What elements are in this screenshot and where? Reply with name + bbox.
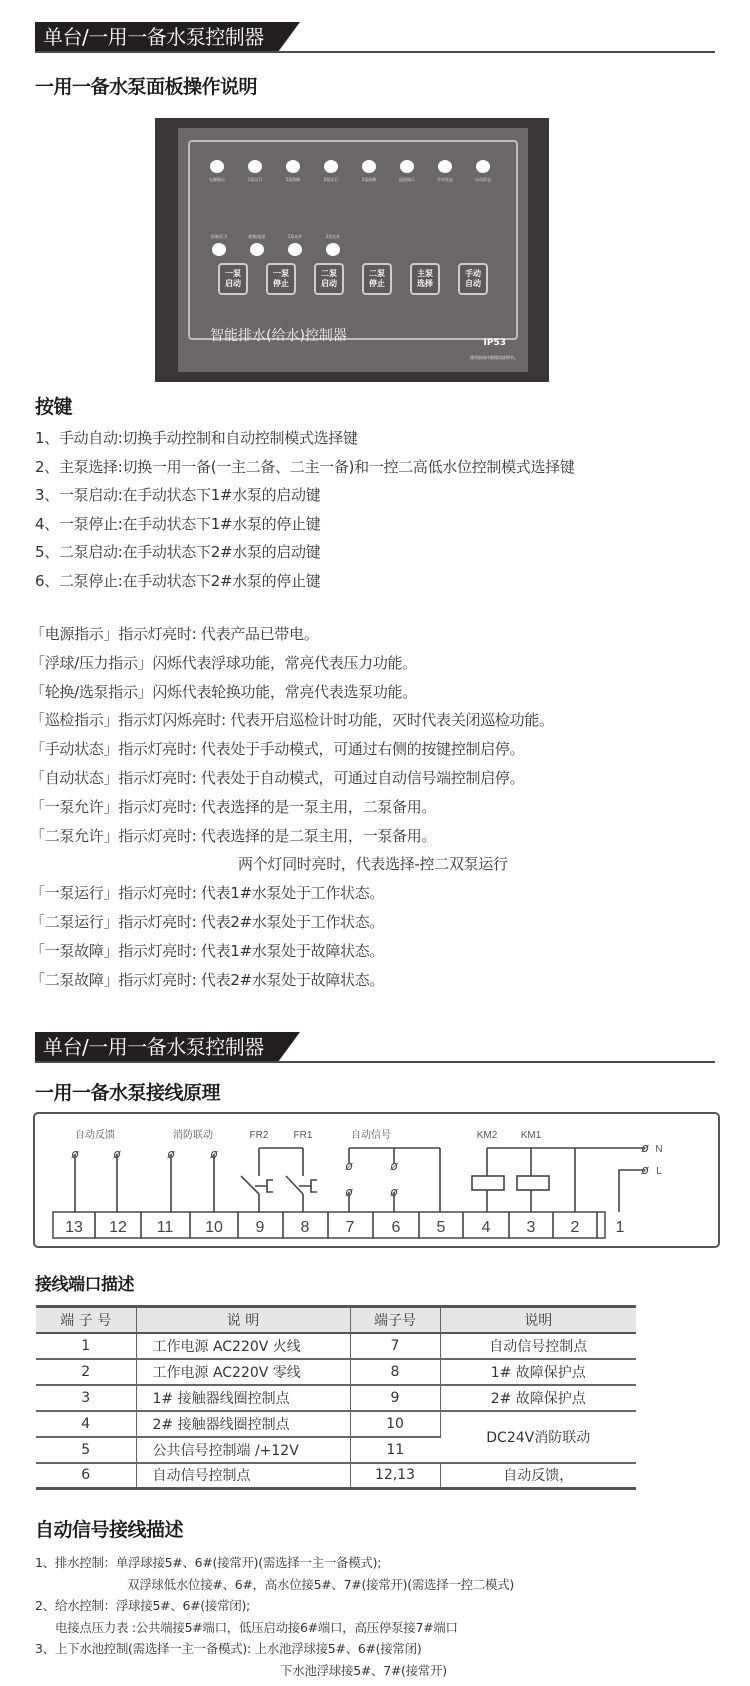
svg-text:4: 4	[481, 1219, 491, 1236]
led-float-pressure: 浮球/压力	[194, 234, 244, 256]
led-manual: 手动状态	[420, 160, 470, 183]
led-icon	[476, 160, 490, 173]
svg-text:ø: ø	[345, 1159, 353, 1173]
auto-signal-line: 电接点压力表 :公共端接5#端口，低压启动接6#端口，高压停泵接7#端口	[55, 1619, 458, 1635]
svg-text:ø: ø	[113, 1147, 121, 1161]
svg-text:3: 3	[526, 1219, 536, 1236]
key-item: 4、一泵停止:在手动状态下1#水泵的停止键	[35, 514, 321, 533]
led-patrol: 巡检指示	[382, 160, 432, 183]
key-item: 6、二泵停止:在手动状态下2#水泵的停止键	[35, 571, 321, 590]
led-pump1-run: 1泵运行	[230, 160, 280, 183]
wiring-schematic	[35, 1114, 722, 1250]
svg-text:ø: ø	[641, 1141, 649, 1155]
led-rotate-select: 轮换/选泵	[232, 234, 282, 256]
led-pump1-allow: 1泵允许	[270, 234, 320, 256]
auto-signal-line: 下水池浮球接5#、7#(接常开)	[280, 1662, 447, 1678]
auto-signal-title: 自动信号接线描述	[35, 1519, 184, 1541]
indicator-item: 「二泵允许」指示灯亮时: 代表选择的是二泵主用，一泵备用。	[30, 826, 437, 845]
svg-text:ø: ø	[390, 1185, 398, 1199]
indicator-item: 「手动状态」指示灯亮时: 代表处于手动模式，可通过右侧的按键控制启停。	[30, 740, 525, 759]
led-pump2-run: 2泵运行	[306, 160, 356, 183]
svg-text:ø: ø	[71, 1147, 79, 1161]
led-pump2-fault: 2泵故障	[344, 160, 394, 183]
svg-text:11: 11	[156, 1219, 174, 1236]
led-icon	[400, 160, 414, 173]
indicator-item: 「一泵允许」指示灯亮时: 代表选择的是一泵主用，二泵备用。	[30, 797, 437, 816]
indicator-item: 「二泵运行」指示灯亮时: 代表2#水泵处于工作状态。	[30, 912, 385, 931]
svg-text:1: 1	[615, 1219, 625, 1236]
wiring-diagram	[33, 1112, 720, 1248]
pump1-start-key: 一泵 启动	[218, 263, 248, 295]
led-icon	[212, 243, 226, 256]
led-icon	[362, 160, 376, 173]
svg-text:8: 8	[300, 1219, 310, 1236]
panel-note: 使用前请仔细阅读说明书。	[470, 355, 518, 360]
svg-text:FR1: FR1	[293, 1130, 313, 1141]
indicator-list	[30, 620, 554, 994]
led-icon	[324, 160, 338, 173]
auto-signal-line: 双浮球低水位接#、6#，高水位接5#、7#(接常开)(需选择一控二模式)	[127, 1576, 514, 1592]
indicator-item: 「巡检指示」指示灯闪烁亮时: 代表开启巡检计时功能，灭时代表关闭巡检功能。	[30, 711, 554, 730]
indicator-item: 「一泵运行」指示灯亮时: 代表1#水泵处于工作状态。	[30, 884, 385, 903]
led-icon	[210, 160, 224, 173]
led-icon	[286, 160, 300, 173]
auto-signal-line: 2、给水控制：浮球接5#、6#(接常闭);	[35, 1598, 250, 1613]
col-terminal: 端 子 号	[36, 1307, 136, 1333]
banner-title: 单台/一用一备水泵控制器	[35, 22, 278, 52]
panel-product-name: 智能排水(给水)控制器	[210, 328, 347, 344]
table-row: 2 工作电源 AC220V 零线 8 1# 故障保护点	[36, 1359, 636, 1385]
auto-signal-line: 3、上下水池控制(需选择一主一备模式): 上水池浮球接5#、6#(接常闭)	[35, 1641, 422, 1656]
led-power: 电源指示	[192, 160, 242, 183]
ports-title: 接线端口描述	[35, 1275, 134, 1295]
banner-title: 单台/一用一备水泵控制器	[35, 1032, 278, 1062]
main-pump-select-key: 主泵 选择	[410, 263, 440, 295]
table-row: 6 自动信号控制点 12,13 自动反馈，	[36, 1463, 636, 1489]
indicator-item: 「自动状态」指示灯亮时: 代表处于自动模式，可通过自动信号端控制启停。	[30, 768, 525, 787]
banner-divider	[35, 1061, 715, 1063]
svg-text:L: L	[656, 1166, 662, 1177]
key-item: 1、手动自动:切换手动控制和自动控制模式选择键	[35, 429, 358, 447]
svg-text:ø: ø	[345, 1185, 353, 1199]
indicator-item: 「一泵故障」指示灯亮时: 代表1#水泵处于故障状态。	[30, 941, 385, 960]
led-icon	[326, 243, 340, 256]
svg-text:2: 2	[570, 1219, 580, 1236]
svg-text:9: 9	[255, 1219, 265, 1236]
svg-text:自动信号: 自动信号	[351, 1130, 391, 1141]
key-item: 2、主泵选择:切换一用一备(一主二备、二主一备)和一控二高低水位控制模式选择键	[35, 457, 575, 476]
svg-text:自动反馈: 自动反馈	[75, 1130, 115, 1141]
svg-text:ø: ø	[641, 1163, 649, 1177]
table-row: 3 1# 接触器线圈控制点 9 2# 故障保护点	[36, 1385, 636, 1411]
led-icon	[250, 243, 264, 256]
svg-text:消防联动: 消防联动	[173, 1130, 213, 1141]
svg-text:N: N	[655, 1144, 663, 1155]
svg-text:ø: ø	[167, 1147, 175, 1161]
svg-text:ø: ø	[210, 1147, 218, 1161]
col-terminal-2: 端子号	[350, 1307, 440, 1333]
led-icon	[288, 243, 302, 256]
banner-divider	[35, 51, 715, 53]
key-item: 5、二泵启动:在手动状态下2#水泵的启动键	[35, 543, 321, 561]
keys-list	[35, 424, 575, 595]
auto-signal-line: 1、排水控制：单浮球接5#、6#(接常开)(需选择一主一备模式);	[35, 1555, 382, 1570]
manual-auto-key: 手动 自动	[458, 263, 488, 295]
auto-signal-list	[35, 1552, 514, 1681]
keys-title: 按键	[35, 396, 73, 418]
table-row: 4 2# 接触器线圈控制点 10 DC24V消防联动	[36, 1411, 636, 1437]
control-panel-image	[155, 118, 549, 382]
wiring-title: 一用一备水泵接线原理	[35, 1082, 221, 1104]
indicator-item: 「浮球/压力指示」闪烁代表浮球功能，常亮代表压力功能。	[30, 653, 417, 672]
svg-text:KM2: KM2	[476, 1130, 498, 1141]
svg-text:FR2: FR2	[249, 1130, 269, 1141]
ip-rating: IP53	[483, 338, 506, 348]
indicator-item: 「二泵故障」指示灯亮时: 代表2#水泵处于故障状态。	[30, 970, 385, 989]
svg-text:13: 13	[65, 1219, 83, 1236]
indicator-item: 「轮换/选泵指示」闪烁代表轮换功能，常亮代表选泵功能。	[30, 682, 417, 701]
led-icon	[248, 160, 262, 173]
led-pump1-fault: 1泵故障	[268, 160, 318, 183]
led-icon	[438, 160, 452, 173]
svg-text:10: 10	[205, 1219, 223, 1236]
section-banner-1	[35, 22, 715, 52]
svg-text:6: 6	[391, 1219, 401, 1236]
panel-frame	[188, 140, 518, 348]
led-pump2-allow: 2泵允许	[308, 234, 358, 256]
svg-text:7: 7	[345, 1219, 355, 1236]
port-table	[36, 1305, 636, 1490]
svg-text:12: 12	[109, 1219, 127, 1236]
svg-text:5: 5	[436, 1219, 446, 1236]
key-item: 3、一泵启动:在手动状态下1#水泵的启动键	[35, 486, 321, 504]
svg-text:KM1: KM1	[520, 1130, 542, 1141]
panel-face	[178, 128, 528, 372]
pump2-start-key: 二泵 启动	[314, 263, 344, 295]
table-row: 1 工作电源 AC220V 火线 7 自动信号控制点	[36, 1333, 636, 1359]
indicator-item: 「电源指示」指示灯亮时: 代表产品已带电。	[30, 625, 319, 643]
indicator-note: 两个灯同时亮时，代表选择-控二双泵运行	[238, 855, 508, 874]
panel-guide-title: 一用一备水泵面板操作说明	[35, 76, 258, 98]
pump2-stop-key: 二泵 停止	[362, 263, 392, 295]
section-banner-2	[35, 1032, 715, 1062]
table-row: 5 公共信号控制端 /+12V 11	[36, 1437, 636, 1463]
svg-text:ø: ø	[390, 1159, 398, 1173]
col-description: 说 明	[136, 1307, 350, 1333]
led-auto: 自动状态	[458, 160, 508, 183]
col-description-2: 说明	[440, 1307, 636, 1333]
pump1-stop-key: 一泵 停止	[266, 263, 296, 295]
